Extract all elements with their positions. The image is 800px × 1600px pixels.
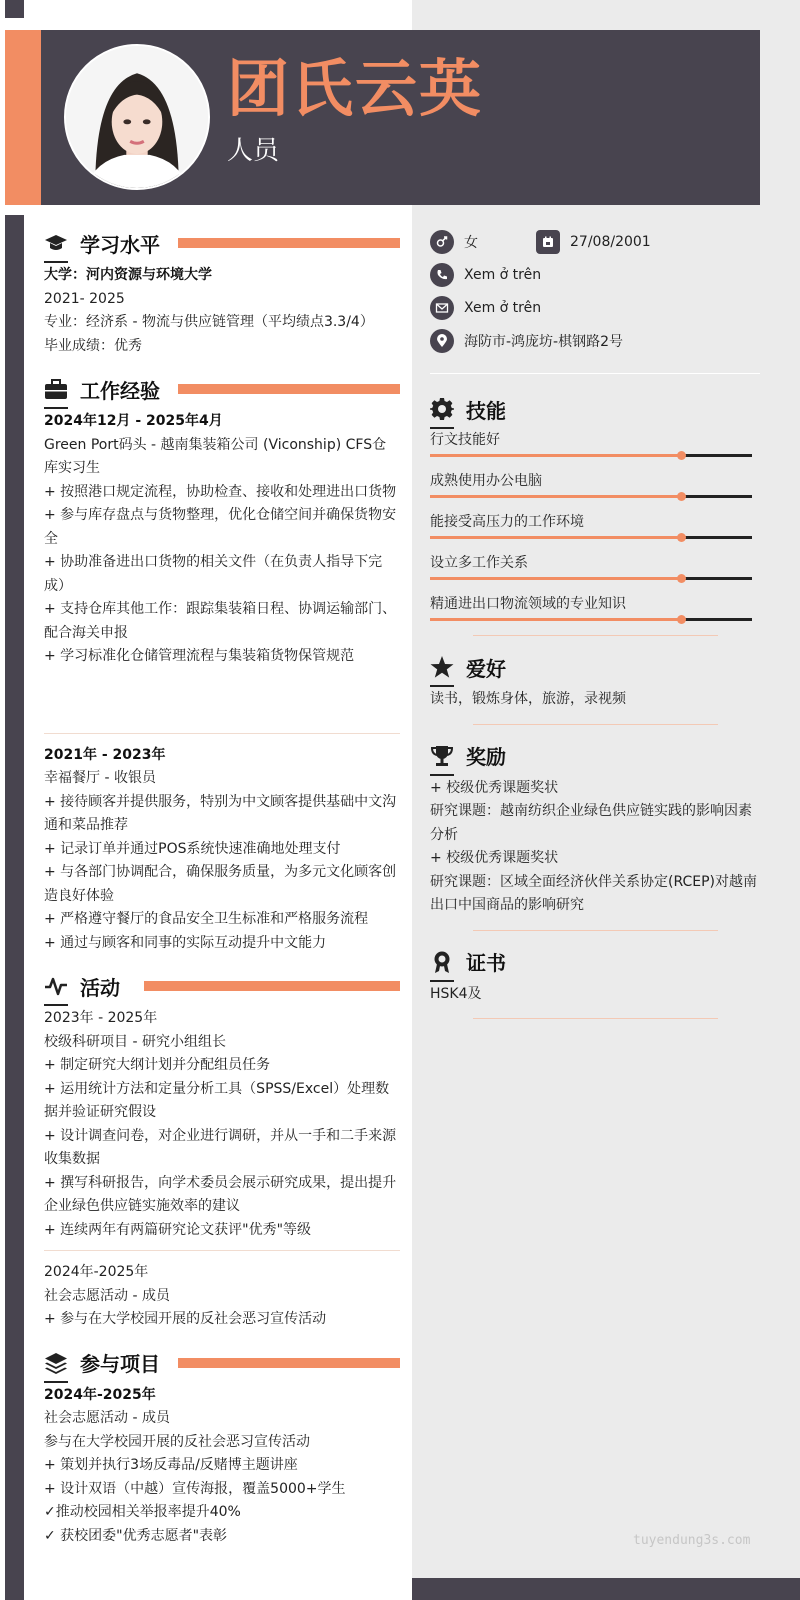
work-line: + 协助准备进出口货物的相关文件（在负责人指导下完成）: [44, 554, 383, 594]
skill-level-knob: [677, 533, 686, 542]
divider: [473, 724, 718, 725]
education-school: 大学：河内资源与环境大学: [44, 267, 212, 283]
divider: [473, 635, 718, 636]
graduation-cap-icon: [44, 231, 68, 255]
skill-level-bar: [430, 536, 752, 539]
projects-title: 参与项目: [80, 1352, 160, 1376]
certificates-section-header: [430, 947, 760, 977]
skill-name: 能接受高压力的工作环境: [430, 514, 584, 530]
education-period: 2021- 2025: [44, 290, 125, 307]
skill-level-knob: [677, 451, 686, 460]
activities-section-header: [44, 971, 400, 1001]
skill-level-knob: [677, 492, 686, 501]
skill-item: [430, 594, 760, 621]
section-bar: [178, 238, 400, 248]
sidebar: [430, 225, 760, 1019]
skill-level-knob: [677, 615, 686, 624]
work-title: 工作经验: [80, 378, 160, 403]
project-period: 2024年-2025年: [44, 1386, 156, 1403]
work-line: + 按照港口规定流程，协助检查、接收和处理进出口货物: [44, 483, 397, 500]
gear-icon: [430, 397, 454, 421]
section-underline: [44, 261, 68, 263]
work-line: Green Port码头 - 越南集装箱公司 (Viconship) CFS仓库实习生: [44, 436, 387, 476]
left-strip: [5, 215, 24, 1600]
phone-value: Xem ở trên: [464, 266, 542, 283]
project-line: ✓ 获校团委"优秀志愿者"表彰: [44, 1527, 228, 1544]
birthday-value: 27/08/2001: [570, 233, 651, 250]
skill-level-fill: [430, 577, 681, 580]
work-line: + 接待顾客并提供服务，特别为中文顾客提供基础中文沟通和菜品推荐: [44, 793, 397, 833]
activity-period: 2023年 - 2025年: [44, 1010, 158, 1026]
candidate-role: 人员: [227, 136, 280, 166]
skill-level-knob: [677, 574, 686, 583]
award-line: 研究课题：区域全面经济伙伴关系协定(RCEP)对越南出口中国商品的影响研究: [430, 873, 758, 913]
header-banner: [5, 30, 760, 205]
skills-list: [430, 430, 760, 621]
section-underline: [430, 685, 454, 687]
skill-level-bar: [430, 454, 752, 457]
address-value: 海防市-鸿庞坊-棋钢路2号: [464, 333, 624, 350]
awards-title: 奖励: [466, 745, 506, 769]
work-line: + 参与库存盘点与货物整理，优化仓储空间并确保货物安全: [44, 507, 397, 547]
candidate-name: 团氏云英: [227, 52, 484, 125]
activity-line: 社会志愿活动 - 成员: [44, 1287, 170, 1304]
work-line: 幸福餐厅 - 收银员: [44, 770, 156, 786]
activity-line: 校级科研项目 - 研究小组组长: [44, 1033, 226, 1050]
divider: [473, 1018, 718, 1019]
work-line: + 记录订单并通过POS系统快速准确地处理支付: [44, 840, 341, 857]
phone-icon: [430, 263, 454, 287]
skill-level-fill: [430, 495, 681, 498]
projects-section-header: [44, 1348, 400, 1378]
activity-line: + 连续两年有两篇研究论文获评"优秀"等级: [44, 1221, 312, 1238]
skill-name: 成熟使用办公电脑: [430, 473, 542, 489]
project-line: + 设计双语（中越）宣传海报，覆盖5000+学生: [44, 1480, 346, 1497]
certificates-text: HSK4及: [430, 985, 482, 1002]
location-pin-icon: [430, 329, 454, 353]
skills-title: 技能: [466, 398, 506, 423]
activity-entry: [44, 1261, 400, 1332]
awards-entry: [430, 777, 760, 918]
main-column: [44, 228, 400, 1548]
divider: [473, 930, 718, 931]
contact-block: [430, 225, 760, 357]
activity-line: + 制定研究大纲计划并分配组员任务: [44, 1057, 271, 1073]
education-title: 学习水平: [80, 232, 160, 257]
pulse-icon: [44, 974, 68, 998]
briefcase-icon: [44, 377, 68, 401]
education-section-header: [44, 228, 400, 258]
activity-line: + 撰写科研报告，向学术委员会展示研究成果，提出提升企业绿色供应链实施效率的建议: [44, 1174, 397, 1214]
education-grade: 毕业成绩：优秀: [44, 337, 142, 354]
work-entry: [44, 410, 400, 669]
address-row: [430, 324, 760, 357]
skill-item: [430, 553, 760, 580]
section-underline: [430, 774, 454, 776]
skill-item: [430, 430, 760, 457]
star-icon: [430, 655, 454, 679]
skill-item: [430, 512, 760, 539]
work-section-header: [44, 374, 400, 404]
section-bar: [178, 384, 400, 394]
work-line: + 与各部门协调配合，确保服务质量，为多元文化顾客创造良好体验: [44, 864, 397, 904]
hobbies-section-header: [430, 652, 760, 682]
award-line: + 校级优秀课题奖状: [430, 850, 559, 866]
awards-section-header: [430, 741, 760, 771]
section-underline: [44, 1004, 68, 1006]
gender-birthday-row: [430, 225, 760, 258]
section-bar: [144, 981, 400, 991]
divider: [44, 733, 400, 734]
header-accent: [5, 30, 41, 205]
skill-name: 行文技能好: [430, 432, 500, 448]
hobbies-title: 爱好: [466, 656, 506, 681]
phone-row: [430, 258, 760, 291]
skill-item: [430, 471, 760, 498]
watermark: tuyendung3s.com: [633, 1533, 751, 1548]
work-line: + 严格遵守餐厅的食品安全卫生标准和严格服务流程: [44, 911, 369, 927]
skill-level-bar: [430, 618, 752, 621]
email-icon: [430, 296, 454, 320]
project-line: 社会志愿活动 - 成员: [44, 1410, 170, 1426]
email-value: Xem ở trên: [464, 299, 542, 316]
work-entry: [44, 744, 400, 956]
portrait-photo: [66, 46, 208, 188]
skill-level-fill: [430, 536, 681, 539]
work-period: 2021年 - 2023年: [44, 746, 166, 763]
email-row: [430, 291, 760, 324]
activities-title: 活动: [80, 975, 120, 1000]
calendar-icon: [536, 230, 560, 254]
left-strip-top: [5, 0, 24, 18]
medal-icon: [430, 950, 454, 974]
gender-icon: [430, 230, 454, 254]
work-line: + 通过与顾客和同事的实际互动提升中文能力: [44, 934, 327, 951]
section-underline: [44, 407, 68, 409]
education-major: 专业：经济系 - 物流与供应链管理（平均绩点3.3/4）: [44, 314, 374, 330]
activity-period: 2024年-2025年: [44, 1264, 149, 1280]
skill-level-fill: [430, 454, 681, 457]
skill-name: 设立多工作关系: [430, 555, 528, 571]
project-line: ✓推动校园相关举报率提升40%: [44, 1504, 241, 1520]
divider: [430, 373, 760, 374]
project-line: 参与在大学校园开展的反社会恶习宣传活动: [44, 1433, 310, 1450]
activity-entry: [44, 1007, 400, 1242]
avatar: [64, 44, 210, 190]
skill-name: 精通进出口物流领域的专业知识: [430, 596, 626, 612]
work-period: 2024年12月 - 2025年4月: [44, 413, 223, 429]
project-line: + 策划并执行3场反毒品/反赌博主题讲座: [44, 1457, 298, 1473]
award-line: + 校级优秀课题奖状: [430, 779, 559, 796]
activity-line: + 设计调查问卷，对企业进行调研，并从一手和二手来源收集数据: [44, 1127, 397, 1167]
skill-level-fill: [430, 618, 681, 621]
skills-section-header: [430, 394, 760, 424]
activity-line: + 参与在大学校园开展的反社会恶习宣传活动: [44, 1311, 327, 1327]
layers-icon: [44, 1351, 68, 1375]
skill-level-bar: [430, 495, 752, 498]
award-line: 研究课题：越南纺织企业绿色供应链实践的影响因素分析: [430, 803, 752, 843]
hobbies-text: 读书，锻炼身体，旅游，录视频: [430, 691, 626, 707]
skill-level-bar: [430, 577, 752, 580]
work-line: + 支持仓库其他工作：跟踪集装箱日程、协调运输部门、配合海关申报: [44, 601, 397, 641]
section-underline: [430, 980, 454, 982]
sidebar-bottom-bar: [412, 1578, 800, 1600]
trophy-icon: [430, 744, 454, 768]
activity-line: + 运用统计方法和定量分析工具（SPSS/Excel）处理数据并验证研究假设: [44, 1080, 390, 1120]
section-bar: [178, 1358, 400, 1368]
gender-value: 女: [464, 234, 478, 251]
divider: [44, 1250, 400, 1251]
section-underline: [430, 427, 454, 429]
project-entry: [44, 1384, 400, 1549]
section-underline: [44, 1381, 68, 1383]
certificates-title: 证书: [466, 951, 506, 975]
education-entry: [44, 264, 400, 358]
work-line: + 学习标准化仓储管理流程与集装箱货物保管规范: [44, 648, 355, 664]
